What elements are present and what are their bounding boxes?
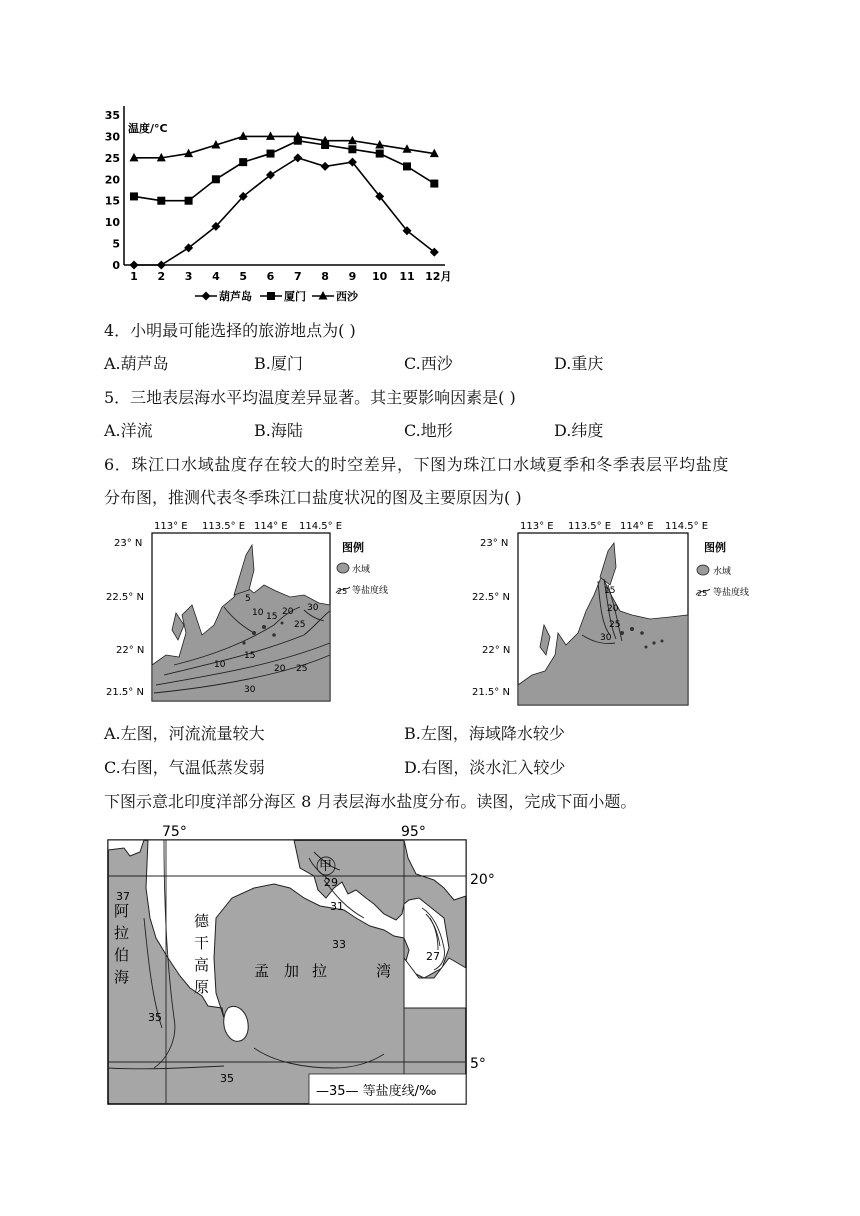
lon-label: 114° E [620, 521, 654, 532]
data-point [430, 180, 438, 188]
lat-label: 21.5° N [106, 687, 144, 698]
region-label-deccan: 德干高原 [194, 912, 210, 996]
legend-water: 水域 [713, 567, 732, 577]
legend-isoline-sample: 25 [337, 587, 348, 596]
q5-option-d[interactable]: D.纬度 [554, 421, 604, 440]
isoline-label: 20 [607, 604, 619, 614]
lat-label: 5° [470, 1056, 486, 1072]
isoline-label: 20 [282, 607, 294, 617]
lon-label: 113.5° E [568, 521, 612, 532]
y-axis-label: 温度/°C [128, 122, 168, 135]
data-point [202, 292, 211, 301]
lat-label: 22° N [116, 645, 145, 656]
isoline-label: 37 [116, 890, 130, 903]
x-tick-label: 5 [239, 270, 248, 283]
y-tick-label: 20 [104, 173, 120, 187]
x-tick-label: 2 [157, 270, 166, 283]
data-point [212, 175, 220, 183]
legend-label: 葫芦岛 [219, 290, 252, 303]
data-point [130, 192, 138, 200]
point-label-jia: 甲 [319, 859, 333, 874]
x-tick-label: 3 [184, 270, 193, 283]
lon-label: 113.5° E [202, 521, 246, 532]
lat-label: 23° N [480, 538, 509, 549]
x-tick-label: 9 [348, 270, 357, 283]
lon-label: 75° [162, 824, 187, 840]
y-tick-label: 35 [104, 109, 120, 122]
q4-option-b[interactable]: B.厦门 [254, 354, 303, 373]
isoline-label: 33 [332, 938, 346, 951]
isoline-label: 25 [609, 620, 621, 630]
y-tick-label: 30 [104, 130, 120, 144]
q4-option-c[interactable]: C.西沙 [404, 354, 453, 373]
isoline-label: 30 [307, 603, 319, 613]
q6-stem-line1: 6．珠江口水域盐度存在较大的时空差异，下图为珠江口水域夏季和冬季表层平均盐度 [104, 455, 729, 474]
q4-option-d[interactable]: D.重庆 [554, 354, 604, 373]
data-point [185, 197, 193, 205]
north-indian-ocean-salinity-map [104, 818, 504, 1110]
lat-label: 23° N [114, 538, 143, 549]
legend-title: 图例 [704, 541, 726, 554]
lat-label: 20° [470, 872, 495, 888]
q4-option-a[interactable]: A.葫芦岛 [104, 354, 169, 373]
isoline-label: 35 [148, 1011, 162, 1024]
data-point [130, 261, 139, 270]
isoline-label: 20 [274, 664, 286, 674]
data-point [157, 261, 166, 270]
legend-isoline-sample: 25 [697, 589, 708, 598]
y-tick-label: 0 [112, 259, 120, 272]
isoline-label: 10 [252, 608, 264, 618]
q6-option-d[interactable]: D.右图，淡水汇入较少 [404, 758, 566, 777]
isoline-label: 5 [245, 594, 251, 604]
q5-option-b[interactable]: B.海陆 [254, 421, 303, 440]
lat-label: 22° N [482, 645, 511, 656]
pearl-river-map-left [104, 515, 404, 710]
q4-stem: 4．小明最可能选择的旅游地点为( ) [104, 321, 356, 340]
legend-label: 西沙 [336, 290, 358, 303]
series-line [134, 158, 434, 265]
lon-label: 95° [401, 824, 426, 840]
lon-label: 114° E [254, 521, 288, 532]
pearl-river-map-right [470, 515, 770, 710]
lon-label: 113° E [520, 521, 554, 532]
x-tick-label: 10 [372, 270, 388, 283]
x-tick-label: 11 [399, 270, 415, 283]
q5-option-c[interactable]: C.地形 [404, 421, 453, 440]
map-legend: —35— 等盐度线/‰ [316, 1084, 437, 1099]
q6-option-b[interactable]: B.左图，海域降水较少 [404, 724, 565, 743]
q6-option-a[interactable]: A.左图，河流流量较大 [104, 724, 265, 743]
isoline-label: 30 [600, 633, 612, 643]
y-tick-label: 15 [104, 194, 120, 208]
series-line [134, 141, 434, 201]
isoline-label: 30 [244, 685, 256, 695]
legend-title: 图例 [342, 541, 364, 554]
data-point [403, 162, 411, 170]
x-tick-label: 4 [212, 270, 220, 283]
isoline-label: 15 [244, 651, 256, 661]
lat-label: 22.5° N [106, 592, 144, 603]
isoline-label: 10 [214, 660, 226, 670]
x-tick-label: 8 [321, 270, 329, 283]
lon-label: 113° E [154, 521, 188, 532]
isoline-label: 25 [294, 620, 306, 630]
x-tick-label: 1 [130, 270, 138, 283]
data-point [376, 150, 384, 158]
data-point [267, 150, 275, 158]
lon-label: 114.5° E [665, 521, 709, 532]
legend-label: 厦门 [284, 290, 306, 303]
lat-label: 21.5° N [472, 687, 510, 698]
data-point [348, 145, 356, 153]
section-intro: 下图示意北印度洋部分海区 8 月表层海水盐度分布。读图，完成下面小题。 [104, 792, 637, 811]
y-tick-label: 25 [104, 151, 120, 165]
data-point [239, 158, 247, 166]
data-point [293, 153, 302, 162]
x-tick-label: 7 [293, 270, 302, 283]
isoline-label: 15 [604, 586, 616, 596]
isoline-label: 29 [324, 876, 338, 889]
q5-stem: 5．三地表层海水平均温度差异显著。其主要影响因素是( ) [104, 388, 516, 407]
isoline-label: 31 [330, 900, 344, 913]
legend-isoline: 等盐度线 [713, 588, 750, 598]
q5-option-a[interactable]: A.洋流 [104, 421, 153, 440]
q6-option-c[interactable]: C.右图，气温低蒸发弱 [104, 758, 265, 777]
legend-water: 水域 [352, 565, 371, 575]
region-label-arabian-sea: 阿拉伯海 [114, 902, 130, 986]
legend-isoline: 等盐度线 [352, 586, 389, 596]
isoline-label: 27 [426, 950, 440, 963]
y-tick-label: 10 [104, 216, 120, 230]
isoline-label: 15 [266, 612, 278, 622]
data-point [157, 197, 165, 205]
temperature-line-chart [100, 100, 460, 310]
lat-label: 22.5° N [472, 592, 510, 603]
lon-label: 114.5° E [299, 521, 343, 532]
q6-stem-line2: 分布图，推测代表冬季珠江口盐度状况的图及主要原因为( ) [104, 488, 522, 507]
data-point [321, 162, 330, 171]
isoline-label: 35 [220, 1072, 234, 1085]
x-tick-label: 12月 [425, 270, 452, 283]
y-tick-label: 5 [112, 237, 120, 251]
x-tick-label: 6 [266, 270, 275, 283]
region-label-bay-of-bengal: 孟 加 拉 湾 [254, 962, 392, 980]
data-point [267, 292, 275, 300]
isoline-label: 25 [296, 664, 308, 674]
